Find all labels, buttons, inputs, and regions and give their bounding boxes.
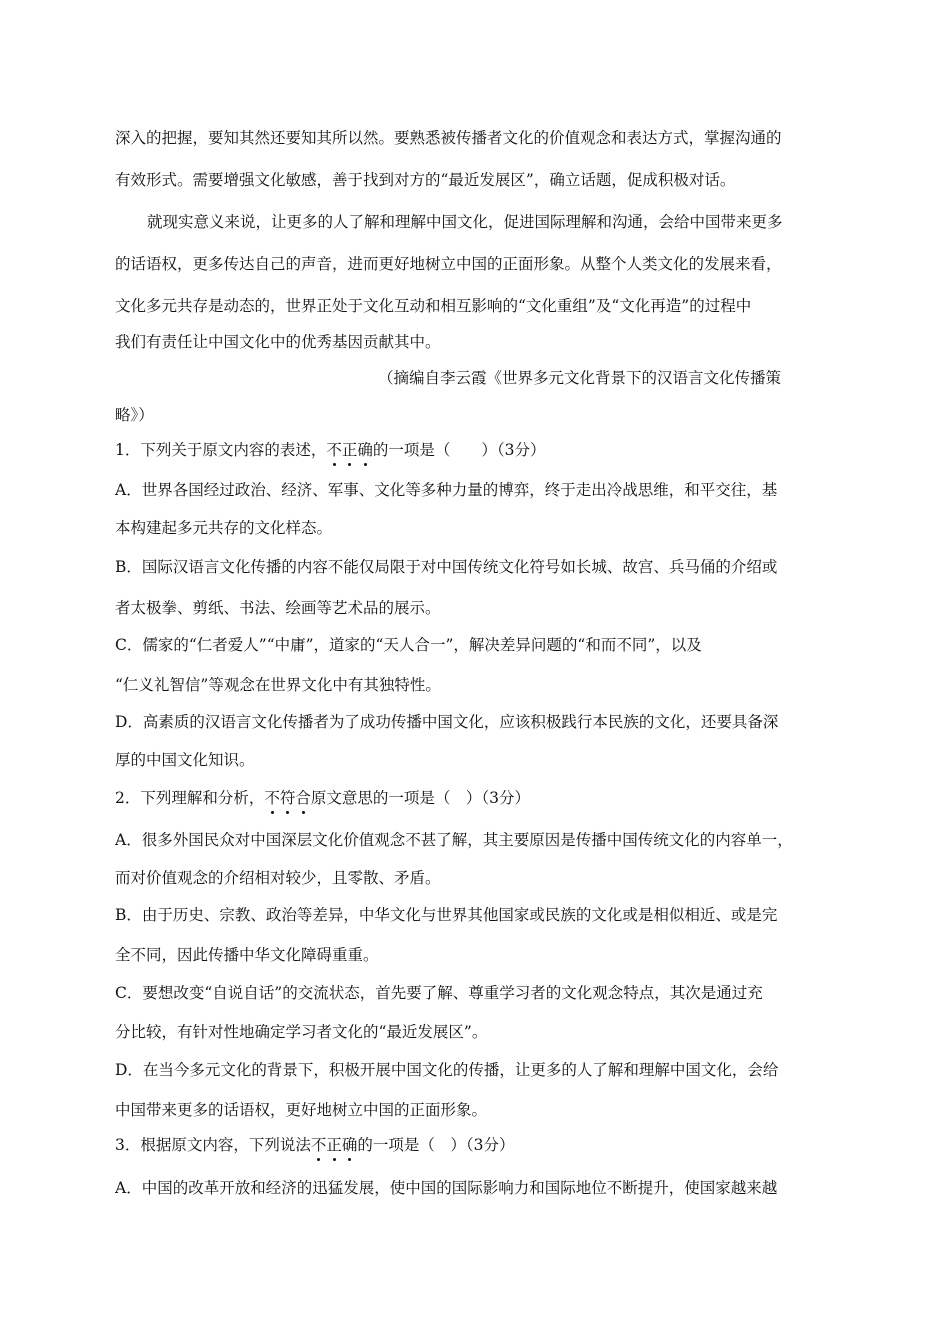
question-stem-text: 的一项是（ ）（3分）	[372, 441, 546, 459]
question-1-stem	[115, 440, 546, 460]
question-stem-text: 原文意思的一项是（ ）（3分）	[310, 789, 531, 807]
option-a-line: 而对价值观念的介绍相对较少，且零散、矛盾。	[115, 869, 441, 887]
option-b-line: 者太极拳、剪纸、书法、绘画等艺术品的展示。	[115, 599, 441, 617]
body-text-line: 的话语权，更多传达自己的声音，进而更好地树立中国的正面形象。从整个人类文化的发展来看，	[115, 255, 782, 273]
option-d-line: D．高素质的汉语言文化传播者为了成功传播中国文化，应该积极践行本民族的文化，还要具备深	[115, 713, 779, 731]
emphasis-char: 正	[341, 441, 358, 459]
option-c-line: C．儒家的“仁者爱人”“中庸”，道家的“天人合一”，解决差异问题的“和而不同”，以及	[115, 636, 702, 654]
option-a-line: A．很多外国民众对中国深层文化价值观念不甚了解，其主要原因是传播中国传统文化的内容单一，	[115, 831, 793, 849]
emphasis-char: 符	[279, 789, 296, 807]
question-2-stem	[115, 788, 530, 808]
option-d-line: D．在当今多元文化的背景下，积极开展中国文化的传播，让更多的人了解和理解中国文化，会给	[115, 1061, 779, 1079]
emphasis-char: 正	[326, 1136, 342, 1154]
question-stem-text: 2．下列理解和分析，	[115, 789, 265, 807]
body-text-line: 深入的把握，要知其然还要知其所以然。要熟悉被传播者文化的价值观念和表达方式，掌握沟通的	[115, 129, 782, 147]
option-b-line: B．国际汉语言文化传播的内容不能仅局限于对中国传统文化符号如长城、故宫、兵马俑的介绍或	[115, 558, 778, 576]
emphasis-char: 合	[295, 789, 311, 807]
option-b-line: 全不同，因此传播中华文化障碍重重。	[115, 946, 379, 964]
option-d-line: 厚的中国文化知识。	[115, 751, 255, 769]
option-a-line: 本构建起多元共存的文化样态。	[115, 519, 333, 537]
option-c-line: C．要想改变“自说自话”的交流状态，首先要了解、尊重学习者的文化观念特点，其次是通过充	[115, 984, 763, 1002]
option-c-line: “仁义礼智信”等观念在世界文化中有其独特性。	[115, 676, 441, 694]
body-text-line: 我们有责任让中国文化中的优秀基因贡献其中。	[115, 333, 441, 351]
emphasis-char: 确	[341, 1136, 358, 1154]
body-text-line: 文化多元共存是动态的，世界正处于文化互动和相互影响的“文化重组”及“文化再造”的过程中	[115, 297, 752, 315]
source-citation: （摘编自李云霞《世界多元文化背景下的汉语言文化传播策	[378, 369, 782, 387]
emphasis-char: 不	[326, 441, 342, 459]
option-d-line: 中国带来更多的话语权，更好地树立中国的正面形象。	[115, 1101, 488, 1119]
question-stem-text: 3．根据原文内容，下列说法	[115, 1136, 311, 1154]
question-stem-text: 1．下列关于原文内容的表述，	[115, 441, 327, 459]
option-c-line: 分比较，有针对性地确定学习者文化的“最近发展区”。	[115, 1023, 488, 1041]
body-text-line: 有效形式。需要增强文化敏感，善于找到对方的“最近发展区”，确立话题，促成积极对话。	[115, 171, 736, 189]
body-text-line: 就现实意义来说，让更多的人了解和理解中国文化，促进国际理解和沟通，会给中国带来更多	[147, 213, 783, 231]
emphasis-char: 不	[310, 1136, 327, 1154]
option-b-line: B．由于历史、宗教、政治等差异，中华文化与世界其他国家或民族的文化或是相似相近、或是完	[115, 906, 778, 924]
option-a-line: A．中国的改革开放和经济的迅猛发展，使中国的国际影响力和国际地位不断提升，使国家越来越	[115, 1179, 778, 1197]
question-stem-text: 的一项是（ ）（3分）	[357, 1136, 515, 1154]
option-a-line: A．世界各国经过政治、经济、军事、文化等多种力量的博弈，终于走出冷战思维，和平交往，基	[115, 481, 778, 499]
question-3-stem	[115, 1135, 515, 1155]
emphasis-char: 确	[357, 441, 373, 459]
source-citation: 略》）	[115, 406, 154, 424]
emphasis-char: 不	[264, 789, 280, 807]
